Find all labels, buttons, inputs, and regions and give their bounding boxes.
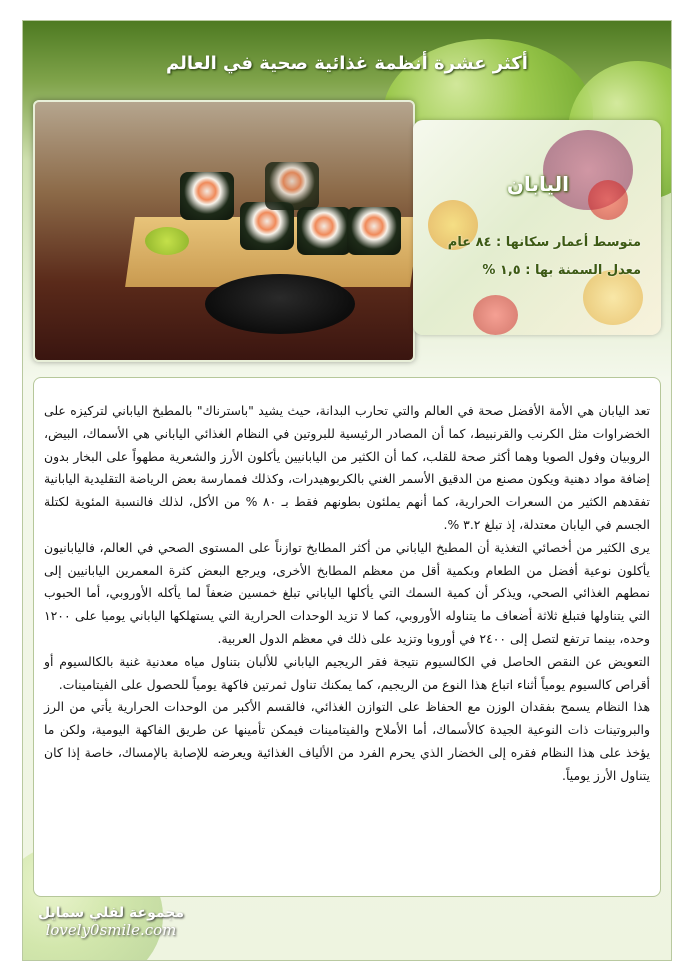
wasabi bbox=[145, 227, 189, 255]
watermark-arabic: مجموعة لفلي سمايل bbox=[37, 905, 185, 921]
soy-sauce-bowl bbox=[205, 274, 355, 334]
article-paragraph: تعد اليابان هي الأمة الأفضل صحة في العالم والتي تحارب البدانة، حيث يشيد "باسترناك" بالمطبخ الياباني لتركيزه على الخضراوات مثل الكرنب والقرنبيط، كما أن المصادر الرئيسية للبروتين في النظام الغذائي الياباني هي الأسماك، البيض، الروبيان وفول الصويا وهما أكثر صحة للقلب، كما أن الكثير من اليابانيين يأكلون الأرز والشعرية مطهواً على البخار بدون إضافة مواد دهنية ويكون مصنع من الدقيق الأسمر الغني بالكربوهيدرات، وكذلك فممارسة بعض الرياضة التقليدية اليابانية تفقدهم الكثير من السعرات الحرارية، كما أنهم يملئون بطونهم فقط بـ ٨٠ % من الأكل، لذلك فالنسبة المئوية لكتلة الجسم في اليابان معتدلة، إذ تبلغ ٣.٢ %. bbox=[44, 403, 650, 532]
watermark-url: lovely0smile.com bbox=[45, 921, 177, 939]
sushi-roll bbox=[180, 172, 234, 220]
sushi-roll bbox=[265, 162, 319, 210]
life-expectancy: متوسط أعمار سكانها : ٨٤ عام bbox=[447, 235, 641, 250]
page-title-bar bbox=[23, 45, 671, 81]
article-paragraph: هذا النظام يسمح بفقدان الوزن مع الحفاظ على التوازن الغذائي، فالقسم الأكبر من الوحدات الحرارية يأتي من الرز والبروتينات ذات النوعية الجيدة كالأسماك، أما الأملاح والفيتامينات فيمكن تأمينها عن طريق الفاكهة اليومية، ولكن ما يؤخذ على هذا النظام فقره إلى الخضار الذي يحرم الفرد من الألياف الغذائية ويعرضه للإصابة بالإمساك، خاصة إذا كان يتناول الأرز يومياً. bbox=[44, 699, 650, 783]
country-info-box bbox=[413, 120, 661, 335]
watermark-logo bbox=[36, 905, 186, 949]
article-paragraph: التعويض عن النقص الحاصل في الكالسيوم نتيجة فقر الريجيم الياباني للألبان بتناول مياه معدنية غنية بالكالسيوم أو أقراص كالسيوم يومياً أثناء اتباع هذا النوع من الريجيم، كما يمكنك تناول ثمرتين فاكهة يومياً للحصول على الفيتامينات. bbox=[44, 653, 650, 692]
article-body bbox=[33, 377, 661, 897]
sushi-roll bbox=[347, 207, 401, 255]
country-name: اليابان bbox=[506, 172, 569, 196]
page-title: أكثر عشرة أنظمة غذائية صحية في العالم bbox=[166, 52, 528, 74]
vegetable-decoration bbox=[473, 295, 518, 335]
vegetable-decoration bbox=[588, 180, 628, 220]
sushi-photo bbox=[33, 100, 415, 362]
sushi-roll bbox=[297, 207, 351, 255]
obesity-rate: معدل السمنة بها : ١,٥ % bbox=[482, 263, 641, 278]
article-paragraph: يرى الكثير من أخصائي التغذية أن المطبخ الياباني من أكثر المطابخ توازناً على المستوى الصحي في العالم، فاليابانيون يأكلون نوعية أفضل من الطعام وبكمية أقل من معظم المطابخ الأخرى، ويرجع البعض كثرة المعمرين اليابانيين إلى نمطهم الغذائي الصحي، ويذكر أن كمية السمك التي يأكلها الياباني تبلغ خمسين ضعفاً لما يأكله الأوروبي، أما الحبوب التي يتناولها فتبلغ ثلاثة أضعاف ما يتناوله الأوروبي، كما لا تزيد الوحدات الحرارية التي يستهلكها الياباني يوميا على ١٢٠٠ وحده، بينما ترتفع لتصل إلى ٢٤٠٠ في أوروبا وتزيد على ذلك في معظم الدول العربية. bbox=[44, 539, 650, 646]
vegetable-decoration bbox=[583, 270, 643, 325]
